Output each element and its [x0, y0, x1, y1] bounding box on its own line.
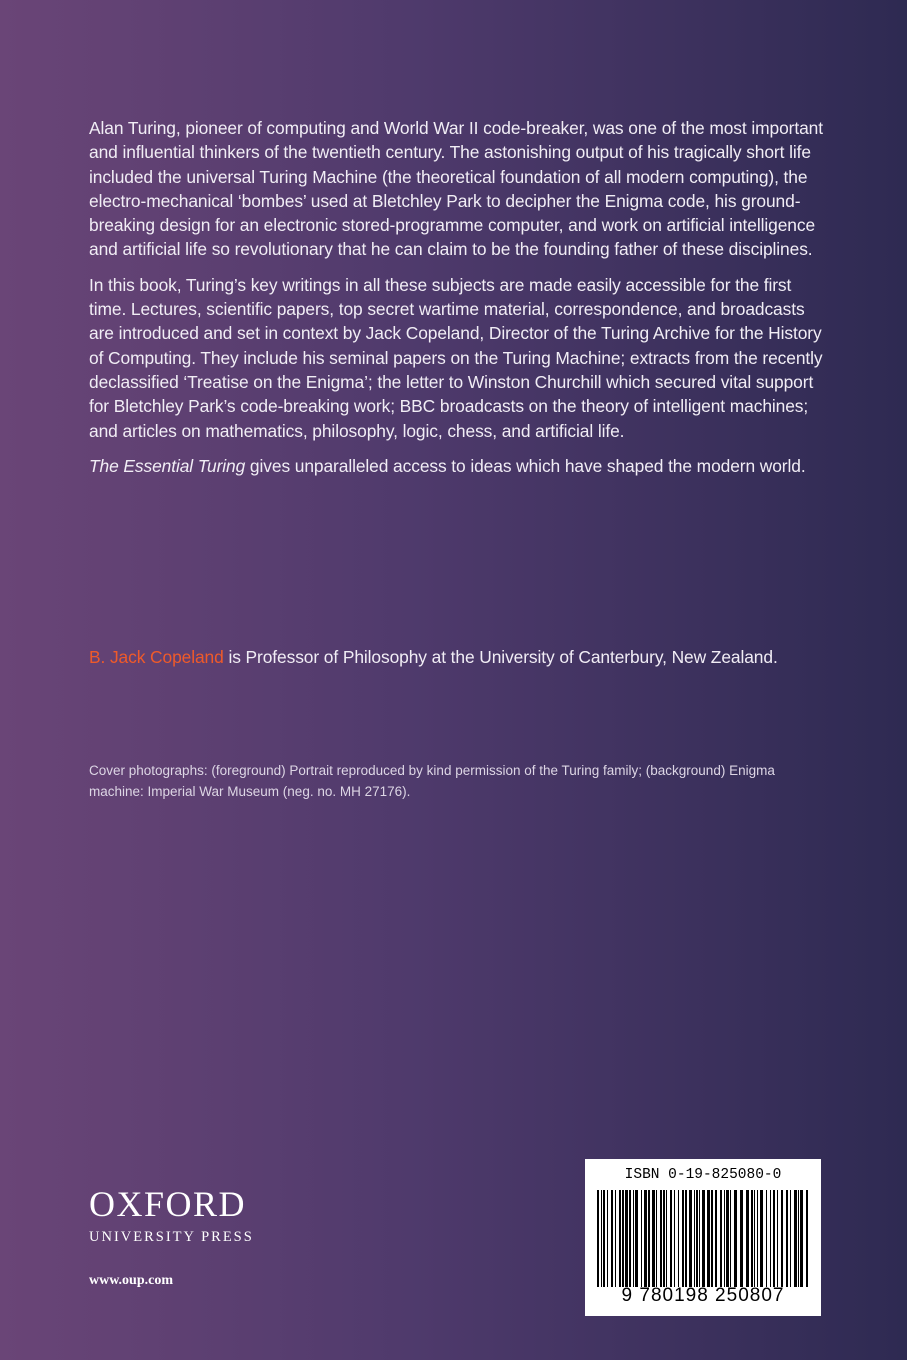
publisher-logo — [89, 1186, 254, 1246]
publisher-website: www.oup.com — [89, 1273, 174, 1288]
isbn-label: ISBN 0-19-825080-0 — [624, 1167, 782, 1183]
blurb-paragraph-3 — [89, 454, 829, 478]
publisher-subtitle: UNIVERSITY PRESS — [89, 1229, 254, 1245]
isbn-barcode — [585, 1159, 821, 1316]
blurb-paragraph-1: Alan Turing, pioneer of computing and World War II code-breaker, was one of the most important and influential thinkers of the twentieth century. The astonishing output of his tragically short life included the universal Turing Machine (the theoretical foundation of all modern computing), the electro-mechanical ‘bombes’ used at Bletchley Park to decipher the Enigma code, his ground-breaking design for an electronic stored-programme computer, and work on artificial intelligence and artificial life so revolutionary that he can claim to be the founding father of these disciplines. — [89, 118, 823, 260]
author-name: B. Jack Copeland — [89, 647, 224, 667]
barcode-bars — [597, 1190, 811, 1287]
blurb-paragraph-2: In this book, Turing’s key writings in all these subjects are made easily accessible for the first time. Lectures, scientific papers, top secret wartime material, correspondence, and broadcasts are introduced and set in context by Jack Copeland, Director of the Turing Archive for the History of Computing. They include his seminal papers on the Turing Machine; extracts from the recently declassified ‘Treatise on the Enigma’; the letter to Winston Churchill which secured vital support for Bletchley Park’s code-breaking work; BBC broadcasts on the theory of intelligent machines; and articles on mathematics, philosophy, logic, chess, and artificial life. — [89, 274, 823, 441]
barcode-digits: 9 780198 250807 — [621, 1285, 785, 1306]
author-bio — [89, 645, 829, 669]
blurb — [89, 116, 829, 489]
cover-credits: Cover photographs: (foreground) Portrait reproduced by kind permission of the Turing family; (background) Enigma machine: Imperial War Museum (neg. no. MH 27176). — [89, 763, 775, 799]
publisher-name: OXFORD — [89, 1184, 247, 1224]
author-bio-text: is Professor of Philosophy at the University of Canterbury, New Zealand. — [223, 647, 778, 667]
book-title: The Essential Turing — [89, 455, 246, 476]
blurb-paragraph-3-text: gives unparalleled access to ideas which have shaped the modern world. — [245, 455, 806, 476]
